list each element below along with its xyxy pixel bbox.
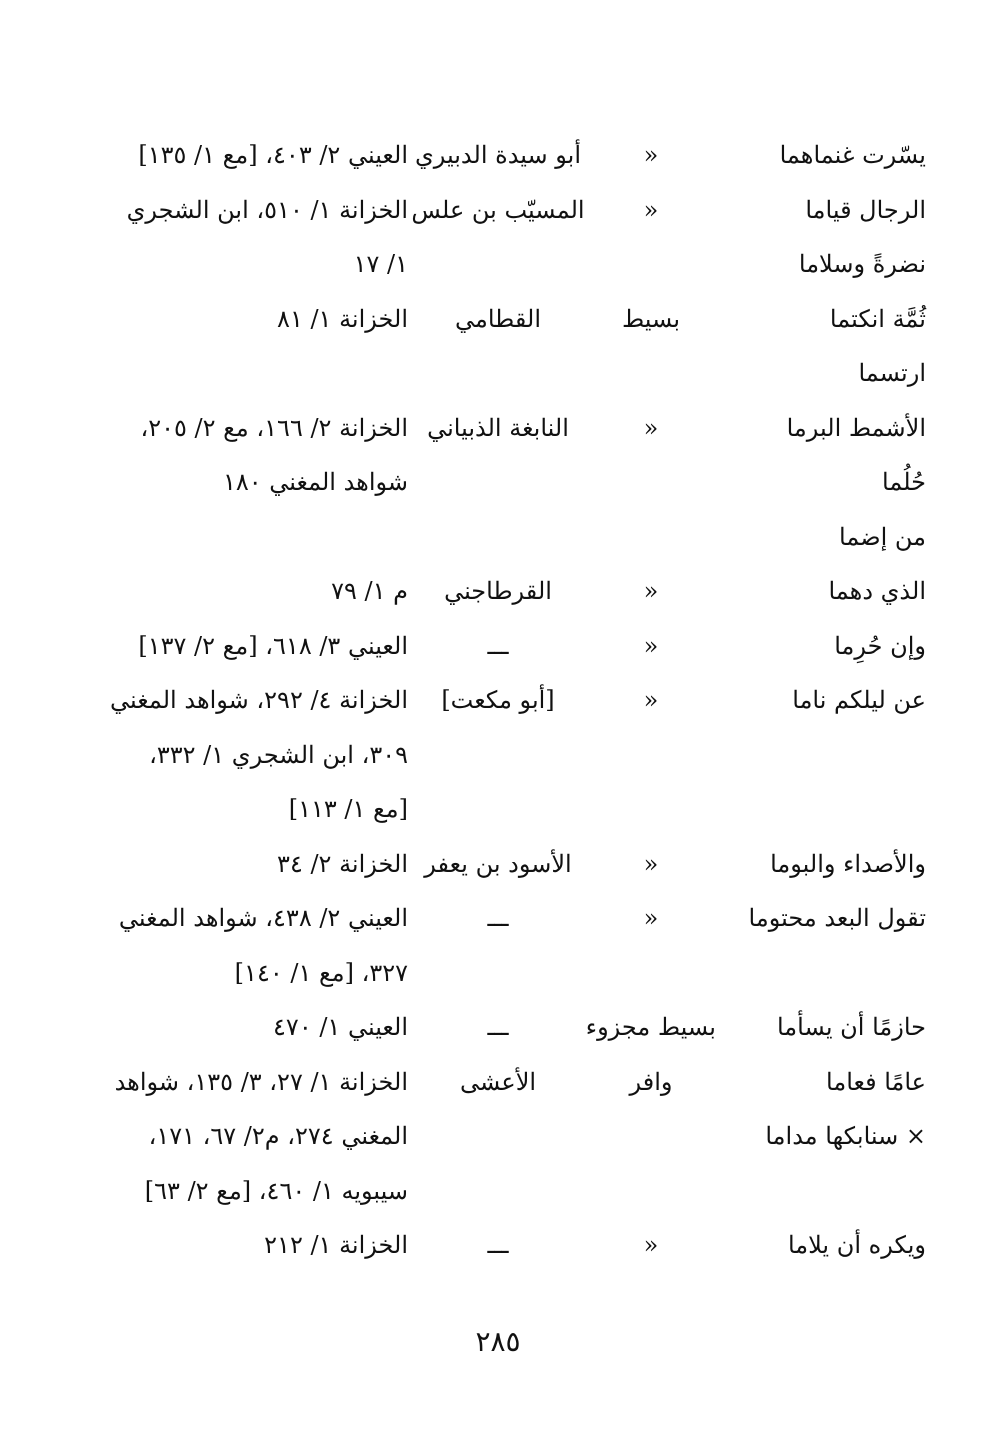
poet [410,1109,586,1164]
meter: « [643,904,659,932]
source-reference: سيبويه ١/ ٤٦٠، [مع ٢/ ٦٣] [144,1176,408,1205]
meter: « [643,1231,659,1259]
meter: « [643,577,659,605]
source-reference: الخزانة ١/ ٢١٢ [264,1231,408,1259]
meter [586,1164,716,1219]
verse-ending: تقول البعد محتوما [748,904,926,932]
source-reference: ٣٠٩، ابن الشجري ١/ ٣٣٢، [149,740,408,769]
poet: القطامي [455,304,541,333]
poet: ـــ [487,1231,509,1259]
poet: الأسود بن يعفر [424,849,572,878]
meter: « [643,631,659,660]
table-row [78,891,926,946]
poet [410,455,586,510]
poet: ـــ [487,631,509,660]
table-row [78,837,926,892]
meter [586,237,716,292]
verse-index-table [78,128,926,1273]
poet: [أبو مكعت] [441,686,555,714]
source-reference [78,510,408,565]
poet [410,782,586,837]
source-reference: ١/ ١٧ [353,250,408,278]
source-reference: الخزانة ١/ ٥١٠، ابن الشجري [126,195,408,224]
source-reference: المغني ٢٧٤، م٢/ ٦٧، ١٧١، [148,1122,408,1150]
meter: « [643,849,659,878]
table-row [78,1109,926,1164]
poet [410,346,586,401]
meter [586,728,716,783]
source-reference: الخزانة ٤/ ٢٩٢، شواهد المغني [110,686,408,714]
verse-ending: عن ليلكم ناما [792,686,926,714]
verse-ending: يسّرت غنماهما [779,141,926,169]
verse-ending [756,782,926,837]
table-row [78,128,926,183]
table-row [78,564,926,619]
verse-ending: ويكره أن يلاما [787,1231,926,1259]
poet [410,237,586,292]
verse-ending: والأصداء والبوما [770,849,926,878]
source-reference: الخزانة ١/ ٨١ [277,304,408,333]
meter [586,455,716,510]
meter: « [643,413,659,442]
meter: وافر [629,1067,673,1096]
table-row [78,1000,926,1055]
source-reference: العيني ٣/ ٦١٨، [مع ٢/ ١٣٧] [138,631,408,660]
table-row [78,510,926,565]
table-row [78,619,926,674]
poet: القرطاجني [444,577,552,605]
verse-ending [756,728,926,783]
table-row [78,673,926,728]
poet [410,728,586,783]
table-row [78,1164,926,1219]
verse-ending: × سنابكها مداما [765,1122,926,1150]
verse-ending [756,946,926,1001]
source-reference [78,346,408,401]
poet [410,946,586,1001]
table-row [78,782,926,837]
source-reference: [مع ١/ ١١٣] [288,795,408,823]
meter [586,782,716,837]
meter [586,1109,716,1164]
meter: بسيط [621,304,681,333]
verse-ending: الرجال قياما [805,195,926,224]
meter: « [643,195,659,224]
source-reference: ٣٢٧، [مع ١/ ١٤٠] [234,958,408,987]
source-reference: الخزانة ٢/ ١٦٦، مع ٢/ ٢٠٥، [140,413,408,442]
source-reference: الخزانة ١/ ٢٧، ٣/ ١٣٥، شواهد [114,1067,408,1096]
meter [586,510,716,565]
table-row [78,292,926,347]
poet: المسيّب بن علس [411,195,585,224]
meter: بسيط مجزوء [585,1013,716,1041]
verse-ending: ارتسما [858,359,926,387]
table-row [78,237,926,292]
verse-ending: الذي دهما [828,577,926,605]
verse-ending: حازمًا أن يسأما [776,1013,926,1041]
verse-ending: عامًا فعاما [826,1067,926,1096]
poet: أبو سيدة الدبيري [414,141,582,169]
meter: « [643,686,659,714]
verse-ending: وإن حُرِما [834,631,926,660]
meter: « [643,141,659,169]
table-row [78,401,926,456]
table-row [78,946,926,1001]
poet [410,510,586,565]
table-row [78,728,926,783]
source-reference: شواهد المغني ١٨٠ [222,468,408,496]
verse-ending: نضرةً وسلاما [798,250,926,278]
table-row [78,455,926,510]
table-row [78,183,926,238]
verse-ending: من إضما [839,522,926,551]
poet: ـــ [487,904,509,932]
page-number: ٢٨٥ [475,1325,521,1358]
meter [586,346,716,401]
table-row [78,1055,926,1110]
table-row [78,1218,926,1273]
source-reference: العيني ٢/ ٤٠٣، [مع ١/ ١٣٥] [138,141,408,169]
verse-ending: حُلُما [882,468,926,496]
meter [586,946,716,1001]
verse-ending: الأشمط البرما [786,413,926,442]
verse-ending: ثُمَّة انكتما [829,304,926,333]
source-reference: العيني ١/ ٤٧٠ [273,1013,408,1041]
poet [410,1164,586,1219]
poet: ـــ [487,1013,509,1041]
table-row [78,346,926,401]
poet: النابغة الذبياني [427,413,569,442]
source-reference: العيني ٢/ ٤٣٨، شواهد المغني [118,904,408,932]
verse-ending [756,1164,926,1219]
source-reference: الخزانة ٢/ ٣٤ [277,849,408,878]
source-reference: م ١/ ٧٩ [331,577,408,605]
poet: الأعشى [459,1067,537,1096]
